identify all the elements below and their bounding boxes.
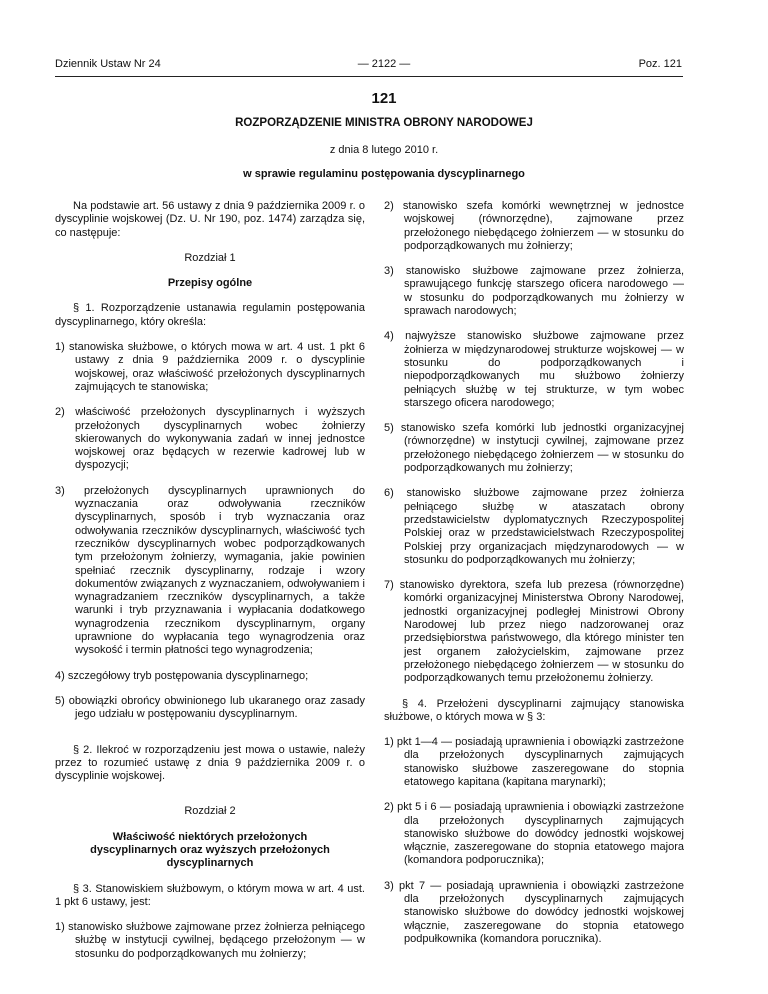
document-subject: w sprawie regulaminu postępowania dyscyplinarnego — [243, 168, 525, 180]
journal-name: Dziennik Ustaw Nr 24 — [55, 58, 161, 70]
paragraph-4-item: 1) pkt 1—4 — posiadają uprawnienia i obowiązki zastrzeżone dla przełożonych dyscyplinarnych zajmujących stanowisko służbowe zaszeregowane do stopnia etatowego kapitana (kapitana marynarki); — [384, 736, 684, 788]
paragraph-3-item: 7) stanowisko dyrektora, szefa lub prezesa (równorzędne) komórki organizacyjnej Ministerstwa Obrony Narodowej, jednostki organizacyjnej podległej Ministrowi Obrony Narodowej lub przez niego nadzorowanej oraz przedsiębiorstwa państwowego, dla którego minister ten jest organem założycielskim, zajmowane przez przełożonego niebędącego żołnierzem — w stosunku do podporządkowanych temu przełożonemu żołnierzy. — [384, 579, 684, 685]
paragraph-3-item: 2) stanowisko szefa komórki wewnętrznej w jednostce wojskowej (równorzędne), zajmowane przez przełożonego niebędącego żołnierzem — w stosunku do podporządkowanych mu żołnierzy; — [384, 200, 684, 252]
intro-paragraph: Na podstawie art. 56 ustawy z dnia 9 października 2009 r. o dyscyplinie wojskowej (Dz. U. Nr 190, poz. 1474) zarządza się, co następuje: — [55, 200, 365, 239]
paragraph-3-item: 5) stanowisko szefa komórki lub jednostki organizacyjnej (równorzędne) w instytucji cywilnej, zajmowane przez przełożonego niebędącego żołnierzem — w stosunku do podporządkowanych mu żołnierzy; — [384, 422, 684, 475]
paragraph-1-item: 3) przełożonych dyscyplinarnych uprawnionych do wyznaczania oraz odwoływania rzeczników dyscyplinarnych, sposób i tryb wyznaczania oraz odwoływania rzeczników dyscyplinarnych, właściwość tych rzeczników dyscyplinarnych wobec podporządkowanych tym przełożonym żołnierzy, wymagania, jakie powinien spełniać rzecznik dyscyplinarny, rodzaje i wzory dokumentów związanych z wyznaczaniem, odwoływaniem i wynagradzaniem rzeczników dyscyplinarnych, a także warunki i tryb przyznawania i wypłacania dodatkowego wynagrodzenia rzecznikom dyscyplinarnym, organy uprawnione do wypłacania tego wynagrodzenia oraz wysokość i termin płatności tego wynagrodzenia; — [55, 484, 365, 657]
paragraph-4-intro: § 4. Przełożeni dyscyplinarni zajmujący stanowiska służbowe, o których mowa w § 3: — [384, 697, 684, 723]
paragraph-1-intro: § 1. Rozporządzenie ustanawia regulamin postępowania dyscyplinarnego, który określa: — [55, 302, 365, 328]
paragraph-3-item: 4) najwyższe stanowisko służbowe zajmowane przez żołnierza w międzynarodowej strukturze wojskowej — w stosunku do podporządkowanych i niepodporządkowanych mu służbowo żołnierzy pełniących służbę w tej strukturze, w tym wobec starszego oficera narodowego; — [384, 330, 684, 409]
document-number: 121 — [371, 90, 397, 107]
header-rule — [55, 76, 683, 77]
paragraph-4-item: 3) pkt 7 — posiadają uprawnienia i obowiązki zastrzeżone dla przełożonych dyscyplinarnych zajmujących stanowisko służbowe do dowódcy jednostki wojskowej włącznie, zaszeregowane do stopnia etatowego podpułkownika (komandora porucznika). — [384, 879, 684, 945]
paragraph-1-item: 5) obowiązki obrońcy obwinionego lub ukaranego oraz zasady jego udziału w postępowaniu dyscyplinarnym. — [55, 694, 365, 721]
chapter-1-title: Przepisy ogólne — [167, 277, 253, 290]
paragraph-4-item: 2) pkt 5 i 6 — posiadają uprawnienia i obowiązki zastrzeżone dla przełożonych dyscyplinarnych zajmujących stanowisko służbowe do dowódcy jednostki wojskowej włącznie, zaszeregowane do stopnia etatowego majora (komandora podporucznika); — [384, 801, 684, 867]
paragraph-1-item: 2) właściwość przełożonych dyscyplinarnych i wyższych przełożonych dyscyplinarnych wobec żołnierzy skierowanych do wykonywania zadań w innej jednostce wojskowej oraz będących w rezerwie kadrowej lub w dyspozycji; — [55, 406, 365, 472]
page-number: — 2122 — — [357, 58, 411, 70]
paragraph-3-item: 6) stanowisko służbowe zajmowane przez żołnierza pełniącego służbę w ataszatach obrony przedstawicielstw dyplomatycznych Rzeczypospolitej Polskiej oraz w przedstawicielstwach Rzeczypospolitej Polskiej przy organizacjach międzynarodowych — w stosunku do podporządkowanych mu żołnierzy; — [384, 487, 684, 566]
document-date: z dnia 8 lutego 2010 r. — [329, 144, 439, 156]
paragraph-2: § 2. Ilekroć w rozporządzeniu jest mowa o ustawie, należy przez to rozumieć ustawę z dnia 9 października 2009 r. o dyscyplinie wojskowej. — [55, 743, 365, 783]
chapter-2-label: Rozdział 2 — [184, 805, 236, 818]
paragraph-1-item: 4) szczegółowy tryb postępowania dyscyplinarnego; — [55, 669, 309, 682]
right-column — [384, 200, 684, 958]
paragraph-3-item: 1) stanowisko służbowe zajmowane przez żołnierza pełniącego służbę w instytucji cywilnej, będącego przełożonym — w stosunku do podporządkowanych mu żołnierzy; — [55, 921, 365, 960]
left-column — [55, 200, 365, 973]
position-number: Poz. 121 — [638, 58, 682, 70]
paragraph-1-item: 1) stanowiska służbowe, o których mowa w art. 4 ust. 1 pkt 6 ustawy z dnia 9 października 2009 r. o dyscyplinie wojskowej, oraz właściwość przełożonych dyscyplinarnych zajmujących te stanowiska; — [55, 341, 365, 393]
paragraph-3-item: 3) stanowisko służbowe zajmowane przez żołnierza, sprawującego funkcję starszego oficera narodowego — w stosunku do podporządkowanych mu żołnierzy w sprawach narodowych; — [384, 265, 684, 318]
paragraph-3-intro: § 3. Stanowiskiem służbowym, o którym mowa w art. 4 ust. 1 pkt 6 ustawy, jest: — [55, 882, 365, 908]
chapter-1-label: Rozdział 1 — [184, 251, 236, 264]
chapter-2-title: Właściwość niektórych przełożonych dyscyplinarnych oraz wyższych przełożonych dyscyplinarnych — [90, 830, 330, 870]
document-title: ROZPORZĄDZENIE MINISTRA OBRONY NARODOWEJ — [235, 117, 533, 129]
